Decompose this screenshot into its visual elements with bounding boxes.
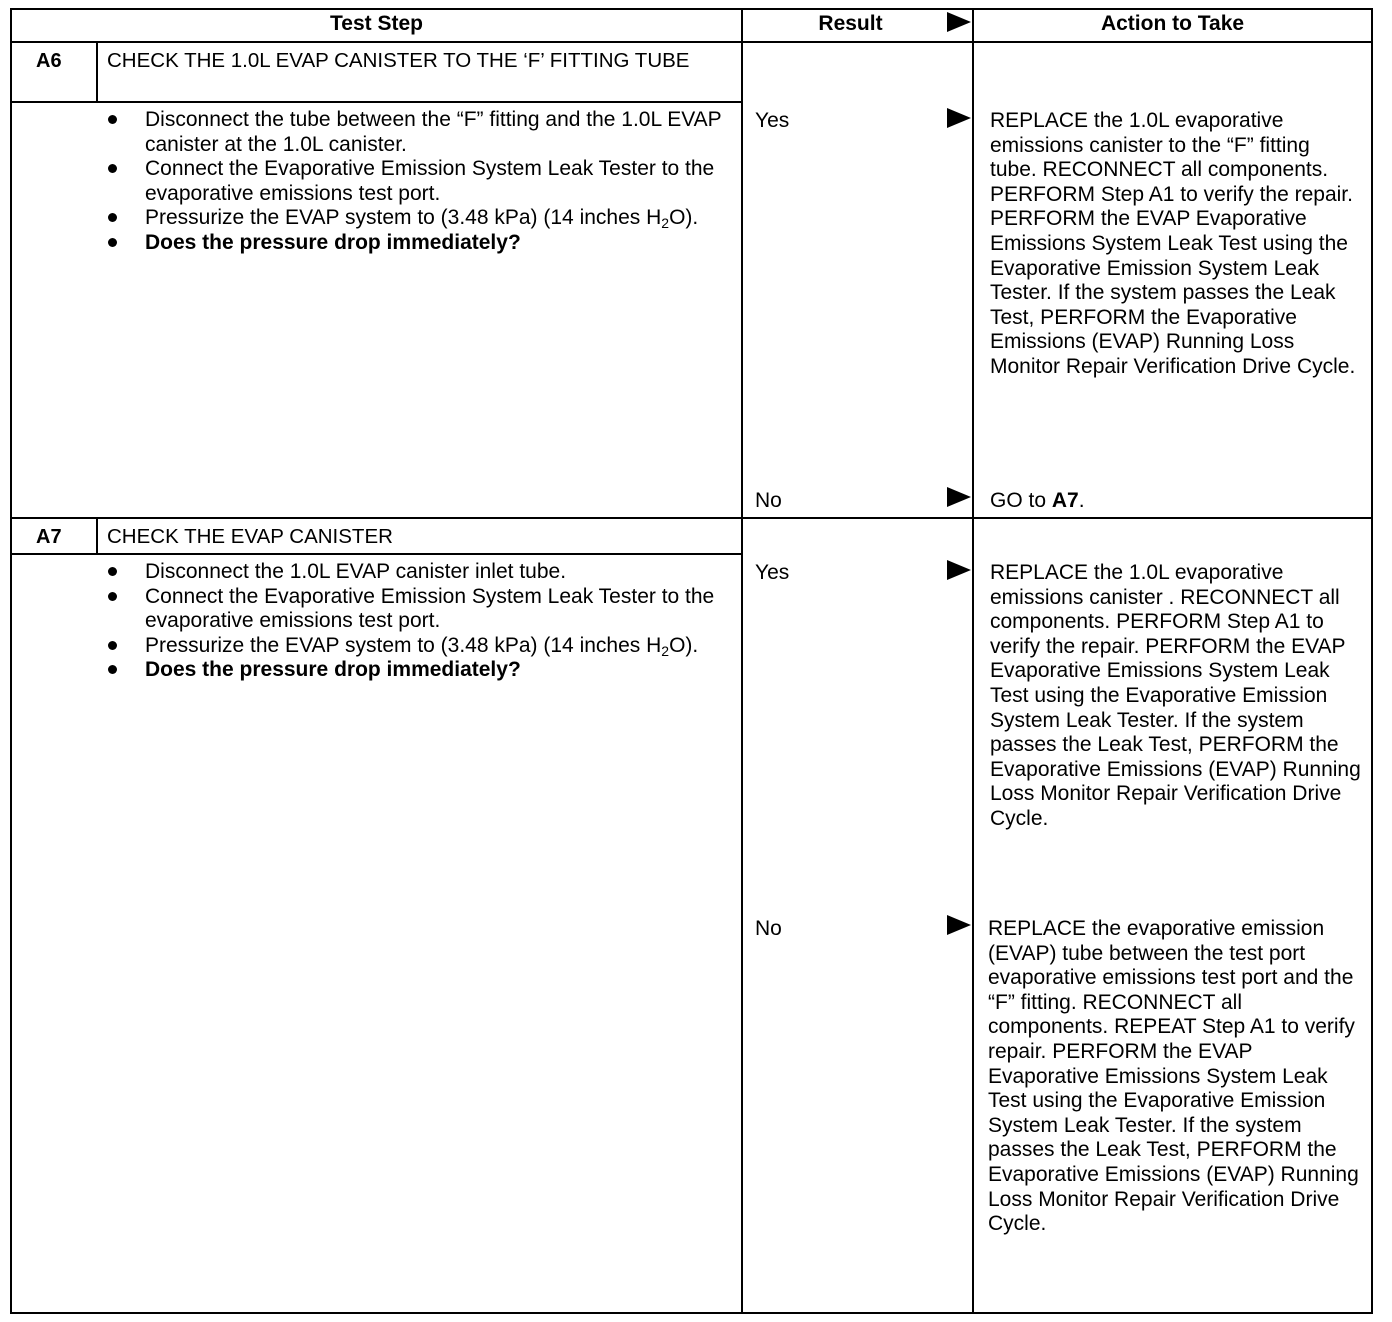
result-arrow-icon (947, 915, 971, 935)
bullet-text: Connect the Evaporative Emission System Leak Tester to the evaporative emissions test port. (145, 157, 715, 205)
header-test-step: Test Step (330, 12, 423, 35)
step-a6-bullets (108, 108, 733, 256)
header-arrow-icon (947, 12, 971, 32)
step-a7-bullets (108, 560, 733, 683)
bullet-icon (108, 641, 117, 650)
list-item (108, 585, 733, 634)
a6-title-divider (10, 101, 743, 103)
column-divider-action (972, 8, 974, 1314)
list-item (108, 108, 733, 157)
result-arrow-icon (947, 108, 971, 128)
step-title-a6: CHECK THE 1.0L EVAP CANISTER TO THE ‘F’ FITTING TUBE (107, 49, 690, 72)
list-item (108, 206, 733, 231)
action-a6-yes: REPLACE the 1.0L evaporative emissions canister to the “F” fitting tube. RECONNECT all components. PERFORM Step A1 to verify the repair. PERFORM the EVAP Evaporative Emissions System Leak Test using the Evaporative Emission System Leak Tester. If the system passes the Leak Test, PERFORM the Evaporative Emissions (EVAP) Running Loss Monitor Repair Verification Drive Cycle. (990, 109, 1356, 378)
action-a7-yes: REPLACE the 1.0L evaporative emissions canister . RECONNECT all components. PERFORM Step A1 to verify the repair. PERFORM the EVAP Evaporative Emissions System Leak Test using the Evaporative Emission System Leak Tester. If the system passes the Leak Test, PERFORM the Evaporative Emissions (EVAP) Running Loss Monitor Repair Verification Drive Cycle. (990, 561, 1361, 830)
a6-id-divider (96, 41, 98, 103)
result-a7-no: No (755, 917, 782, 940)
bullet-text: Disconnect the tube between the “F” fitting and the 1.0L EVAP canister at the 1.0L canister. (145, 108, 722, 156)
a7-title-divider (10, 553, 743, 555)
header-result: Result (818, 12, 883, 35)
result-a7-yes: Yes (755, 561, 790, 584)
bullet-icon (108, 665, 117, 674)
list-item (108, 157, 733, 206)
bullet-icon (108, 567, 117, 576)
bullet-text: Does the pressure drop immediately? (145, 658, 521, 682)
bullet-icon (108, 115, 117, 124)
step-id-a6: A6 (36, 50, 62, 72)
list-item (108, 560, 733, 585)
table-border-left (10, 8, 12, 1314)
header-action: Action to Take (1100, 12, 1245, 35)
table-border-top (10, 8, 1373, 10)
a7-id-divider (96, 517, 98, 555)
bullet-text: Disconnect the 1.0L EVAP canister inlet tube. (145, 560, 567, 583)
bullet-text: Connect the Evaporative Emission System Leak Tester to the evaporative emissions test port. (145, 584, 715, 633)
bullet-icon (108, 213, 117, 222)
table-border-right (1371, 8, 1373, 1314)
column-divider-result (741, 8, 743, 1314)
result-arrow-icon (947, 560, 971, 580)
table-border-bottom (10, 1312, 1373, 1314)
result-arrow-icon (947, 487, 971, 507)
step-separator (10, 517, 1373, 519)
bullet-text: Pressurize the EVAP system to (3.48 kPa) (14 inches $H_2O$). (145, 206, 699, 232)
bullet-icon (108, 238, 117, 247)
bullet-icon (108, 592, 117, 601)
action-a6-no (990, 489, 1085, 514)
step-title-a7: CHECK THE EVAP CANISTER (107, 525, 393, 548)
step-id-a7: A7 (36, 526, 62, 548)
bullet-text: Pressurize the EVAP system to (3.48 kPa) (14 inches $H_2O$). (145, 633, 699, 659)
action-a6-no-step-link: A7 (1051, 489, 1079, 512)
bullet-icon (108, 164, 117, 173)
list-item (108, 634, 733, 659)
action-a6-no-suffix: . (1078, 489, 1085, 512)
header-divider (10, 41, 1373, 43)
action-a6-no-prefix: GO to (990, 489, 1052, 512)
action-a7-no: REPLACE the evaporative emission (EVAP) tube between the test port evaporative emissions test port and the “F” fitting. RECONNECT all components. REPEAT Step A1 to verify repair. PERFORM the EVAP Evaporative Emissions System Leak Test using the Evaporative Emission System Leak Tester. If the system passes the Leak Test, PERFORM the Evaporative Emissions (EVAP) Running Loss Monitor Repair Verification Drive Cycle. (988, 917, 1359, 1236)
result-a6-yes: Yes (755, 109, 790, 132)
list-item (108, 658, 733, 683)
result-a6-no: No (755, 489, 782, 512)
bullet-text: Does the pressure drop immediately? (145, 230, 521, 254)
list-item (108, 231, 733, 256)
